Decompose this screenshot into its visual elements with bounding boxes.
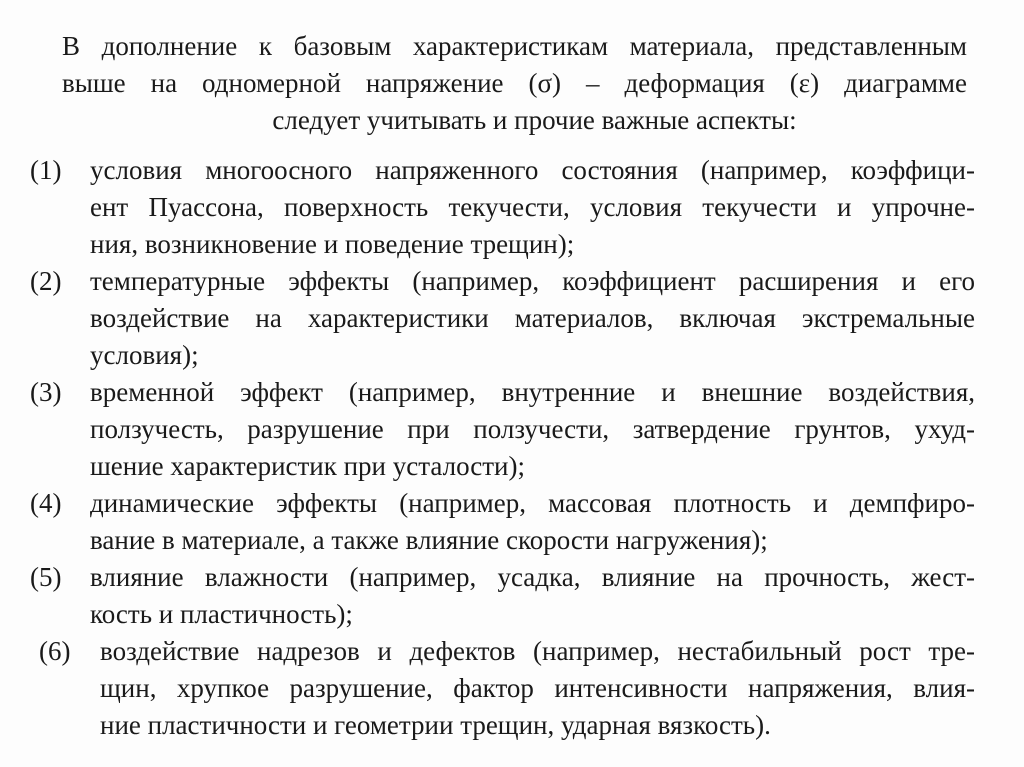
item-text <box>90 374 975 485</box>
list-item-6 <box>30 633 975 744</box>
list-item-2 <box>30 263 975 374</box>
item-line: температурные эффекты (например, коэффициент расширения и его <box>90 266 975 296</box>
item-number: (5) <box>30 562 62 592</box>
intro-line-2: выше на одномерной напряжение (σ) – деформация (ε) диаграмме <box>62 68 967 98</box>
item-line: шение характеристик при усталости); <box>90 451 525 481</box>
intro-line-1: В дополнение к базовым характеристикам материала, представленным <box>62 31 967 61</box>
item-line: влияние влажности (например, усадка, влияние на прочность, жест- <box>90 562 975 592</box>
item-line: условия многоосного напряженного состояния (например, коэффици- <box>90 155 975 185</box>
item-text <box>90 485 975 559</box>
item-line: щин, хрупкое разрушение, фактор интенсивности напряжения, влия- <box>100 673 975 703</box>
item-line: ние пластичности и геометрии трещин, ударная вязкость). <box>100 710 771 740</box>
list-item-5 <box>30 559 975 633</box>
list-item-1 <box>30 152 975 263</box>
item-line: воздействие надрезов и дефектов (например, нестабильный рост тре- <box>100 636 975 666</box>
item-text <box>90 152 975 263</box>
list-item-4 <box>30 485 975 559</box>
item-line: ент Пуассона, поверхность текучести, условия текучести и упрочне- <box>90 192 975 222</box>
list-item-3 <box>30 374 975 485</box>
item-text <box>90 559 975 633</box>
item-line: ния, возникновение и поведение трещин); <box>90 229 575 259</box>
item-number: (4) <box>30 488 62 518</box>
item-line: временной эффект (например, внутренние и внешние воздействия, <box>90 377 975 407</box>
intro-line-3: следует учитывать и прочие важные аспекты: <box>272 105 797 135</box>
item-line: вание в материале, а также влияние скорости нагружения); <box>90 525 768 555</box>
item-number: (3) <box>30 377 62 407</box>
item-text <box>100 633 975 744</box>
item-line: условия); <box>90 340 199 370</box>
aspects-list <box>30 152 975 744</box>
item-line: воздействие на характеристики материалов, включая экстремальные <box>90 303 975 333</box>
item-line: динамические эффекты (например, массовая плотность и демпфиро- <box>90 488 975 518</box>
item-line: кость и пластичность); <box>90 599 353 629</box>
intro-paragraph <box>62 28 967 139</box>
item-text <box>90 263 975 374</box>
item-number: (1) <box>30 155 62 185</box>
item-number: (2) <box>30 266 62 296</box>
item-number: (6) <box>39 636 71 666</box>
item-line: ползучесть, разрушение при ползучести, затвердение грунтов, ухуд- <box>90 414 975 444</box>
